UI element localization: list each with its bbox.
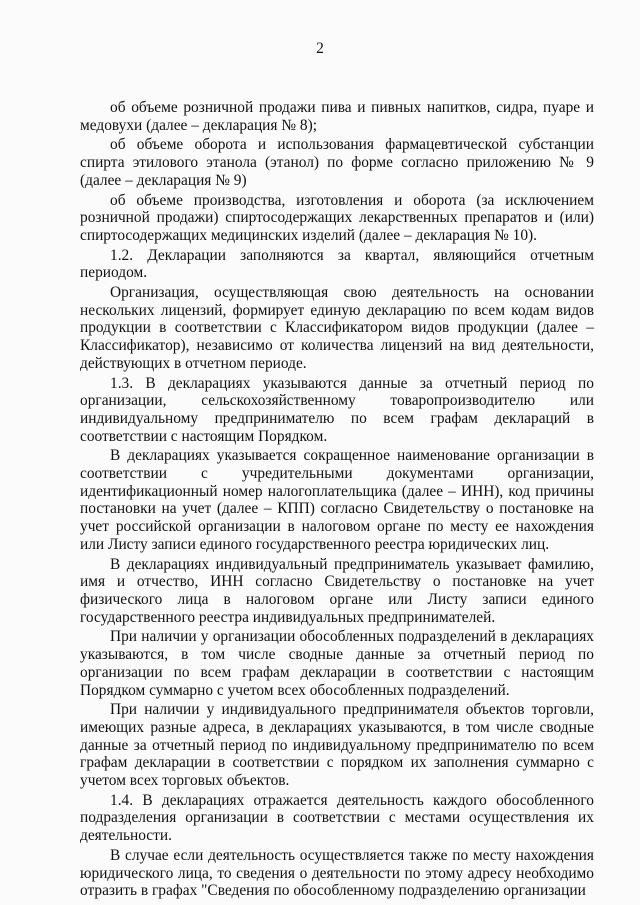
- paragraph: В случае если деятельность осуществляется также по месту нахождения юридического лица, то сведения о деятельности по этому адресу необходимо отразить в графах "Сведения по обособленному подразделению организации: [80, 846, 594, 900]
- paragraph: 1.2. Декларации заполняются за квартал, являющийся отчетным периодом.: [80, 246, 594, 282]
- paragraph: 1.4. В декларациях отражается деятельность каждого обособленного подразделения организации в соответствии с местами осуществления их деятельности.: [80, 791, 594, 845]
- page-number: 2: [316, 40, 324, 57]
- paragraph: об объеме розничной продажи пива и пивных напитков, сидра, пуаре и медовухи (далее – декларация № 8);: [80, 99, 594, 134]
- paragraph: В декларациях указывается сокращенное наименование организации в соответствии с учредительными документами организации, идентификационный номер налогоплательщика (далее – ИНН), код причины постановки на учет (далее – КПП) согласно Свидетельству о постановке на учет российской организации в налоговом органе по месту ее нахождения или Листу записи единого государственного реестра юридических лиц.: [80, 447, 594, 553]
- paragraph: об объеме оборота и использования фармацевтической субстанции спирта этилового этанола (этанол) по форме согласно приложению № 9 (далее – декларация № 9): [80, 136, 594, 189]
- paragraph: Организация, осуществляющая свою деятельность на основании нескольких лицензий, формирует единую декларацию по всем кодам видов продукции в соответствии с Классификатором видов продукции (далее – Классификатор), независимо от количества лицензий на вид деятельности, действующих в отчетном периоде.: [80, 284, 594, 372]
- document-body: [80, 99, 594, 902]
- paragraph: 1.3. В декларациях указываются данные за отчетный период по организации, сельскохозяйственному товаропроизводителю или индивидуальному предпринимателю по всем графам деклараций в соответствии с настоящим Порядком.: [80, 374, 594, 445]
- paragraph: об объеме производства, изготовления и оборота (за исключением розничной продажи) спиртосодержащих лекарственных препаратов и (или) спиртосодержащих медицинских изделий (далее – декларация № 10).: [80, 191, 594, 244]
- paragraph: В декларациях индивидуальный предприниматель указывает фамилию, имя и отчество, ИНН согласно Свидетельству о постановке на учет физического лица в налоговом органе или Листу записи единого государственного реестра индивидуальных предпринимателей.: [80, 555, 594, 626]
- paragraph: При наличии у организации обособленных подразделений в декларациях указываются, в том числе сводные данные за отчетный период по организации по всем графам декларации в соответствии с настоящим Порядком суммарно с учетом всех обособленных подразделений.: [80, 628, 594, 699]
- paragraph: При наличии у индивидуального предпринимателя объектов торговли, имеющих разные адреса, в декларациях указываются, в том числе сводные данные за отчетный период по индивидуальному предпринимателю по всем графам декларации в соответствии с порядком их заполнения суммарно с учетом всех торговых объектов.: [80, 701, 594, 790]
